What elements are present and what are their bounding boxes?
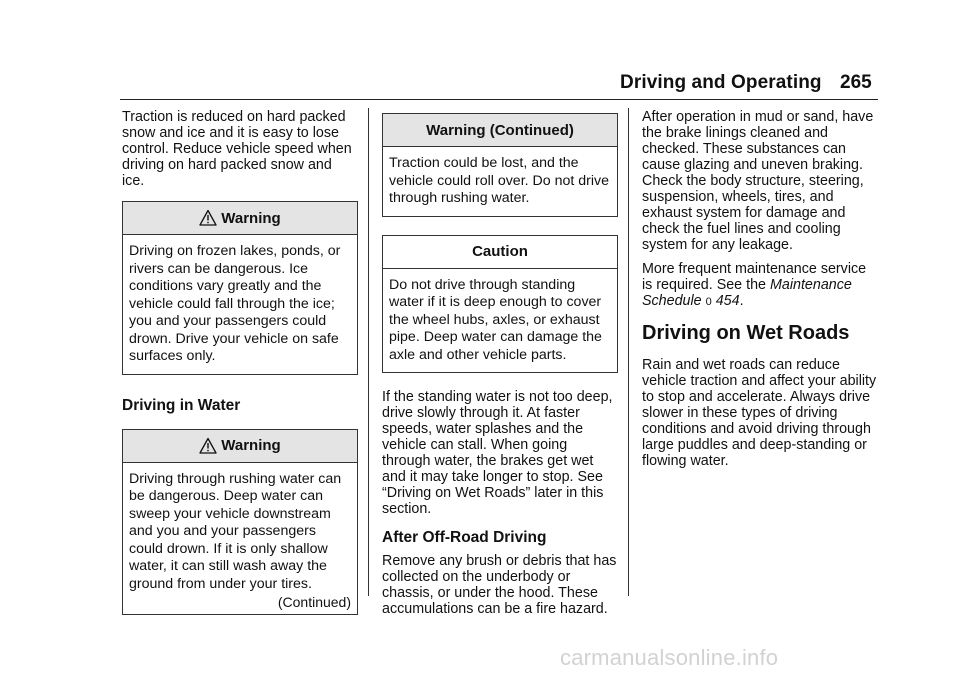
- mud-paragraph: After operation in mud or sand, have the brake linings cleaned and checked. These substances can cause glazing and uneven braking. Check the body structure, steering, suspension, wheels, tires, and exhaust system for damage and check the fuel lines and cooling system for any leakage.: [642, 109, 874, 253]
- continued-label: (Continued): [277, 594, 351, 610]
- warning-continued-header: [383, 114, 617, 147]
- wet-roads-paragraph: Rain and wet roads can reduce vehicle traction and affect your ability to stop and accelerate. Always drive slower in these types of driving conditions and avoid driving through large puddles and deep-standing or flowing water.: [642, 357, 877, 469]
- caution-box: [382, 235, 618, 374]
- page-number: 265: [840, 72, 872, 93]
- warning-box-header: [123, 430, 357, 463]
- page-ref-number[interactable]: 454: [715, 293, 740, 309]
- warning-icon: [199, 209, 217, 227]
- heading-after-offroad: After Off-Road Driving: [382, 529, 547, 546]
- warning-continued-box: [382, 113, 618, 217]
- warning-icon: [199, 437, 217, 455]
- warning-text: Driving on frozen lakes, ponds, or rivers can be dangerous. Ice conditions vary greatly and the vehicle could fall through the ice; you and your passengers could drown. Drive your vehicle on safe surfaces only.: [129, 243, 341, 364]
- column-2: [382, 113, 618, 617]
- warning-box-rushing-water: [122, 429, 358, 616]
- offroad-paragraph: Remove any brush or debris that has collected on the underbody or chassis, or under the hood. These accumulations can be a fire hazard.: [382, 553, 617, 617]
- caution-header: [383, 236, 617, 269]
- intro-paragraph: Traction is reduced on hard packed snow and ice and it is easy to lose control. Reduce vehicle speed when driving on hard packed snow and ice.: [122, 109, 352, 189]
- warning-box-frozen: [122, 201, 358, 375]
- maintenance-text: More frequent maintenance service is required. See the: [642, 261, 867, 293]
- header-rule: [120, 99, 878, 100]
- maintenance-paragraph: More frequent maintenance service is required. See the Maintenance Schedule 0 454.: [642, 261, 867, 309]
- heading-driving-in-water: Driving in Water: [122, 396, 241, 414]
- warning-title: Warning: [221, 437, 281, 454]
- maintenance-schedule-link[interactable]: Maintenance Schedule: [642, 277, 852, 309]
- warning-text: Driving through rushing water can be dangerous. Deep water can sweep your vehicle downstream and you and your passengers could drown. If it is only shallow water, it can still wash away the ground from under your tires.: [129, 470, 342, 592]
- heading-wet-roads: Driving on Wet Roads: [642, 322, 850, 344]
- column-divider-right: [628, 108, 629, 596]
- watermark-text: carmanualsonline.info: [560, 645, 779, 670]
- section-title: Driving and Operating: [620, 72, 822, 93]
- caution-title: Caution: [472, 243, 528, 260]
- page-ref-symbol: 0: [705, 296, 712, 308]
- warning-continued-title: Warning (Continued): [426, 121, 574, 139]
- warning-continued-text: Traction could be lost, and the vehicle could roll over. Do not drive through rushing water.: [389, 155, 610, 206]
- caution-text: Do not drive through standing water if it is deep enough to cover the wheel hubs, axles, or exhaust pipe. Deep water can damage the axle and other vehicle parts.: [389, 276, 602, 363]
- column-3: [642, 109, 878, 469]
- warning-box-header: [123, 202, 357, 235]
- column-divider-left: [368, 108, 369, 596]
- column-1: [122, 109, 358, 637]
- warning-title: Warning: [221, 209, 281, 227]
- standing-water-paragraph: If the standing water is not too deep, drive slowly through it. At faster speeds, water splashes and the vehicle can stall. When going through water, the brakes get wet and it may take longer to stop. See “Driving on Wet Roads” later in this section.: [382, 389, 613, 517]
